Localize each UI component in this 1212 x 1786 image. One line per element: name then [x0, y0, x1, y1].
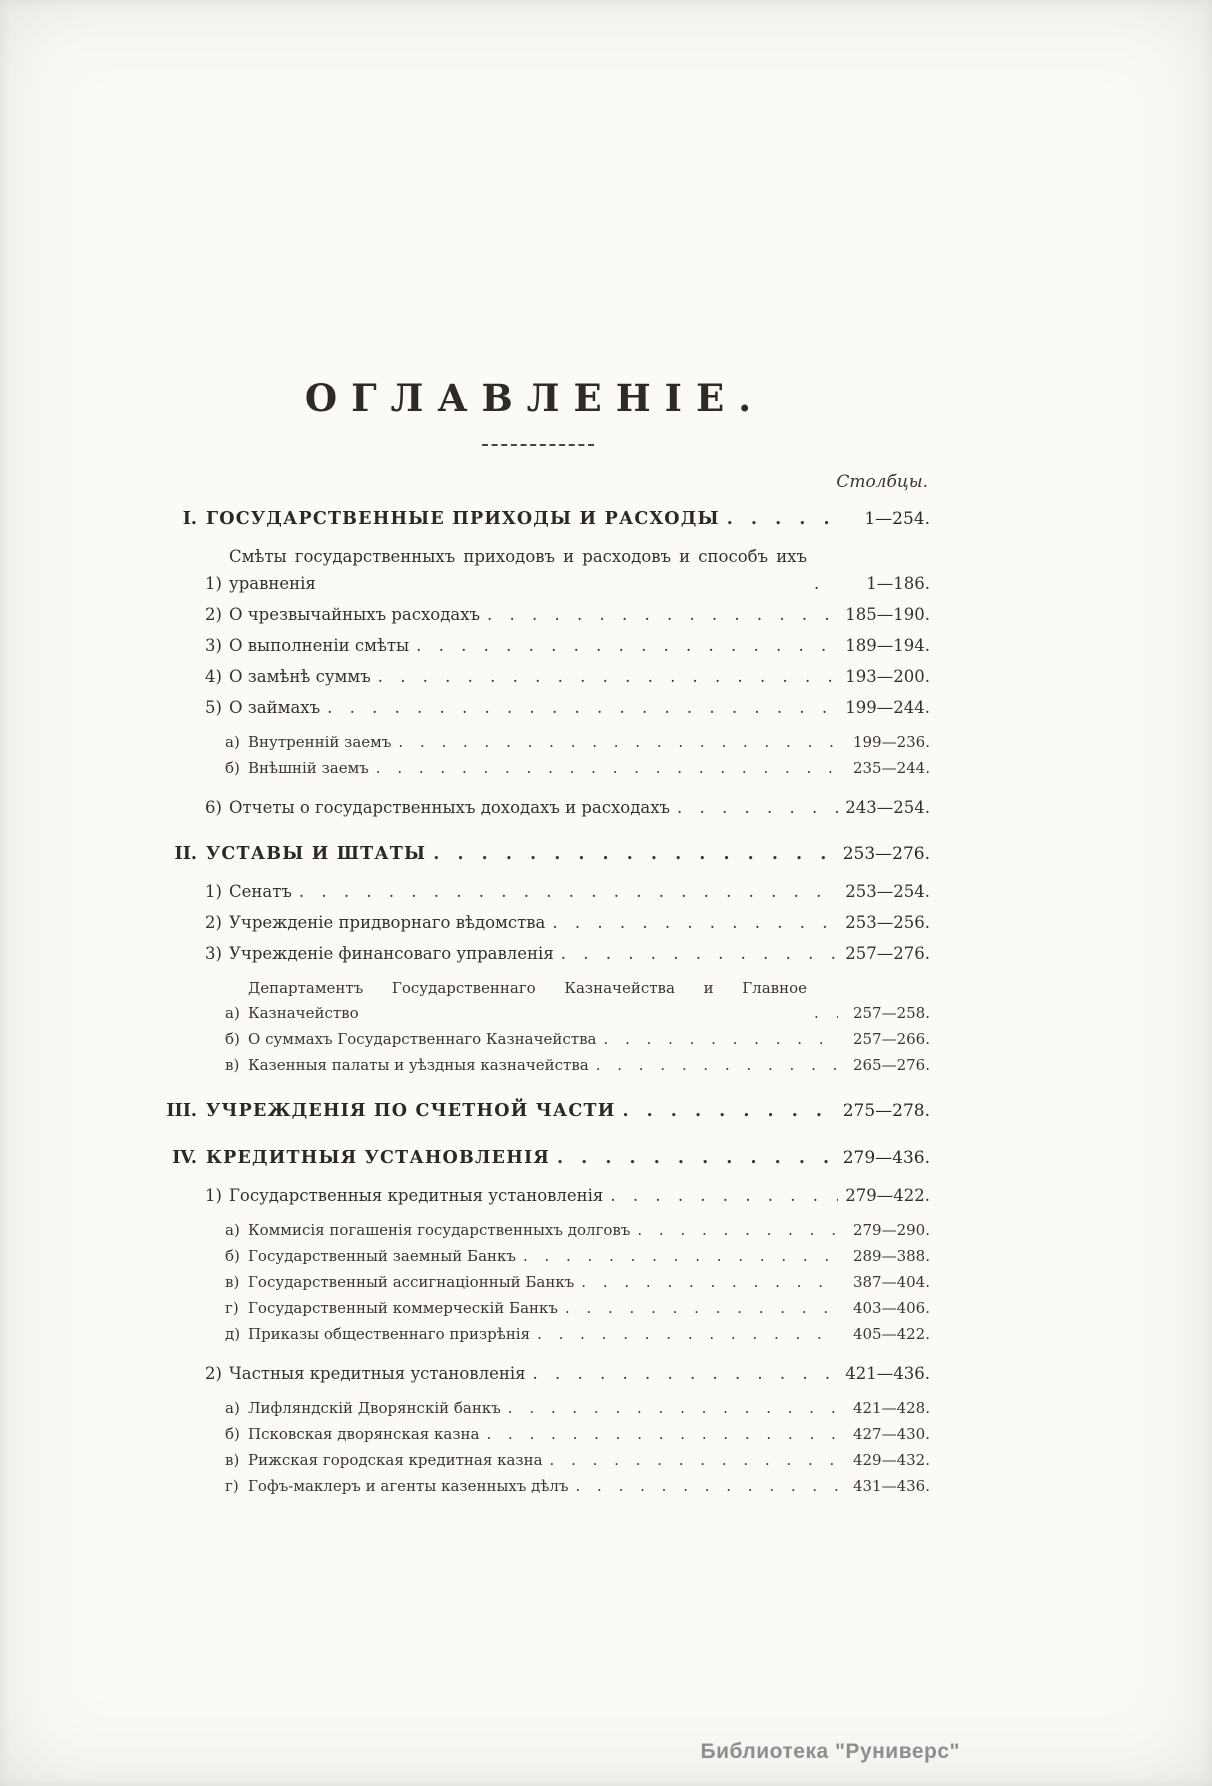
toc-entry-label: Смѣты государственныхъ приходовъ и расходовъ и способъ ихъ уравненія	[229, 547, 807, 593]
toc-row	[225, 1027, 930, 1052]
toc-row	[160, 1098, 930, 1125]
toc-row	[225, 1448, 930, 1473]
toc-entry-label: Гофъ-маклеръ и агенты казенныхъ дѣлъ	[248, 1477, 569, 1495]
toc-entry-label: Сенатъ	[229, 882, 292, 901]
dot-leader	[409, 632, 838, 659]
toc-entry-label: Лифляндскій Дворянскій банкъ	[248, 1399, 501, 1417]
toc-entry-pages: 403—406.	[852, 1299, 930, 1317]
toc-entry-pages: 253—254.	[845, 882, 930, 901]
toc-entry-number: 1)	[205, 1186, 222, 1205]
toc-entry-pages: 253—276.	[842, 844, 930, 864]
toc-entry-pages: 257—266.	[852, 1030, 930, 1048]
toc-row	[225, 1296, 930, 1321]
toc-row	[225, 1053, 930, 1078]
toc-row	[225, 1322, 930, 1347]
dot-leader	[807, 1001, 838, 1026]
dot-leader	[391, 730, 838, 755]
toc-entry-pages: 279—436.	[842, 1148, 930, 1168]
toc-entry-label: О займахъ	[229, 698, 321, 717]
toc-entry-pages: 387—404.	[852, 1273, 930, 1291]
toc-entry-pages: 275—278.	[842, 1101, 930, 1121]
dot-leader	[480, 601, 838, 628]
toc-entry-number: б)	[225, 1247, 240, 1265]
toc-entry-label: Государственный заемный Банкъ	[248, 1247, 516, 1265]
toc-entry-number: 1)	[205, 574, 222, 593]
toc-entry-number: 3)	[205, 944, 222, 963]
toc-entry-pages: 253—256.	[845, 913, 930, 932]
dot-leader	[292, 878, 838, 905]
dot-leader	[574, 1270, 838, 1295]
page-title: ОГЛАВЛЕНІЕ.	[304, 376, 766, 420]
dot-leader	[554, 940, 838, 967]
toc-row	[225, 1218, 930, 1243]
toc-entry-number: б)	[225, 759, 240, 777]
toc-row	[205, 601, 930, 628]
toc-row	[225, 1396, 930, 1421]
toc-row	[160, 841, 930, 868]
toc-entry-number: а)	[225, 1399, 240, 1417]
dot-leader	[369, 756, 838, 781]
toc-entry-pages: 279—422.	[845, 1186, 930, 1205]
dot-leader	[550, 1145, 838, 1172]
toc-entry-label: ГОСУДАРСТВЕННЫЕ ПРИХОДЫ И РАСХОДЫ	[206, 509, 720, 529]
dot-leader	[558, 1296, 838, 1321]
toc-entry-pages: 257—276.	[845, 944, 930, 963]
toc-entry-label: КРЕДИТНЫЯ УСТАНОВЛЕНІЯ	[206, 1148, 550, 1168]
toc-entry-number: 4)	[205, 667, 222, 686]
toc-row	[205, 909, 930, 936]
column-header: Столбцы.	[836, 472, 928, 492]
toc-entry-label: О выполненіи смѣты	[229, 636, 410, 655]
toc-row	[225, 1422, 930, 1447]
dot-leader	[320, 694, 838, 721]
toc-entry-pages: 421—436.	[845, 1364, 930, 1383]
toc-row	[205, 663, 930, 690]
dot-leader	[543, 1448, 838, 1473]
dot-leader	[371, 663, 838, 690]
toc-row	[205, 1360, 930, 1387]
toc-entry-pages: 431—436.	[852, 1477, 930, 1495]
toc-entry-label: Учрежденіе финансоваго управленія	[229, 944, 554, 963]
dot-leader	[615, 1098, 838, 1125]
toc-entry-pages: 429—432.	[852, 1451, 930, 1469]
toc-entry-label: Приказы общественнаго призрѣнія	[248, 1325, 531, 1343]
toc-entry-label: Рижская городская кредитная казна	[248, 1451, 543, 1469]
toc-entry-number: а)	[225, 1004, 240, 1022]
toc-entry-label: Частныя кредитныя установленія	[229, 1364, 526, 1383]
toc-entry-number: 1)	[205, 882, 222, 901]
toc-entry-label: О суммахъ Государственнаго Казначейства	[248, 1030, 597, 1048]
dot-leader	[720, 506, 838, 533]
toc-entry-label: Государственный коммерческій Банкъ	[248, 1299, 558, 1317]
library-watermark: Библиотека "Руниверс"	[700, 1740, 960, 1763]
toc-row	[225, 1244, 930, 1269]
dot-leader	[589, 1053, 838, 1078]
table-of-contents	[160, 506, 930, 1499]
toc-entry-number: б)	[225, 1425, 240, 1443]
toc-row	[225, 1270, 930, 1295]
toc-entry-label: Государственный ассигнаціонный Банкъ	[248, 1273, 575, 1291]
toc-entry-number: в)	[225, 1056, 240, 1074]
toc-row	[205, 632, 930, 659]
dot-leader	[526, 1360, 838, 1387]
toc-entry-label: Внутренній заемъ	[248, 733, 392, 751]
toc-entry-label: УЧРЕЖДЕНІЯ ПО СЧЕТНОЙ ЧАСТИ	[206, 1101, 616, 1121]
toc-entry-number: в)	[225, 1273, 240, 1291]
toc-entry-label: Коммисія погашенія государственныхъ долговъ	[248, 1221, 631, 1239]
toc-row	[205, 694, 930, 721]
toc-row	[205, 794, 930, 821]
dot-leader	[569, 1474, 838, 1499]
toc-row	[205, 940, 930, 967]
toc-entry-number: 2)	[205, 1364, 222, 1383]
toc-entry-pages: 427—430.	[852, 1425, 930, 1443]
toc-row	[160, 1145, 930, 1172]
toc-entry-pages: 199—236.	[852, 733, 930, 751]
toc-entry-number: I.	[182, 509, 197, 529]
toc-entry-pages: 185—190.	[845, 605, 930, 624]
toc-entry-pages: 421—428.	[852, 1399, 930, 1417]
toc-entry-number: IV.	[172, 1148, 197, 1168]
toc-entry-number: II.	[174, 844, 197, 864]
toc-row	[225, 976, 930, 1026]
toc-entry-pages: 289—388.	[852, 1247, 930, 1265]
toc-entry-number: 5)	[205, 698, 222, 717]
toc-entry-label: О замѣнѣ суммъ	[229, 667, 371, 686]
toc-entry-label: УСТАВЫ И ШТАТЫ	[206, 844, 427, 864]
toc-entry-number: III.	[166, 1101, 197, 1121]
toc-entry-pages: 235—244.	[852, 759, 930, 777]
toc-entry-label: Внѣшній заемъ	[248, 759, 369, 777]
title-divider	[482, 444, 594, 446]
dot-leader	[516, 1244, 838, 1269]
toc-entry-pages: 1—186.	[866, 574, 930, 593]
toc-entry-number: а)	[225, 733, 240, 751]
toc-entry-pages: 193—200.	[845, 667, 930, 686]
toc-entry-label: Казенныя палаты и уѣздныя казначейства	[248, 1056, 589, 1074]
dot-leader	[630, 1218, 838, 1243]
dot-leader	[807, 570, 838, 597]
dot-leader	[596, 1027, 838, 1052]
toc-row	[225, 756, 930, 781]
toc-entry-number: д)	[225, 1325, 241, 1343]
toc-row	[225, 1474, 930, 1499]
dot-leader	[603, 1182, 838, 1209]
toc-entry-pages: 243—254.	[845, 798, 930, 817]
dot-leader	[426, 841, 838, 868]
dot-leader	[501, 1396, 838, 1421]
dot-leader	[670, 794, 838, 821]
toc-entry-label: Учрежденіе придворнаго вѣдомства	[229, 913, 546, 932]
toc-entry-label: Государственныя кредитныя установленія	[229, 1186, 604, 1205]
toc-entry-number: 2)	[205, 913, 222, 932]
dot-leader	[479, 1422, 838, 1447]
toc-entry-number: 3)	[205, 636, 222, 655]
toc-entry-number: 2)	[205, 605, 222, 624]
toc-entry-pages: 199—244.	[845, 698, 930, 717]
dot-leader	[530, 1322, 838, 1347]
toc-entry-pages: 405—422.	[852, 1325, 930, 1343]
toc-entry-pages: 1—254.	[864, 509, 930, 529]
toc-entry-number: в)	[225, 1451, 240, 1469]
toc-row	[160, 506, 930, 533]
toc-entry-number: б)	[225, 1030, 240, 1048]
toc-entry-number: 6)	[205, 798, 222, 817]
toc-entry-pages: 257—258.	[852, 1004, 930, 1022]
toc-entry-label: О чрезвычайныхъ расходахъ	[229, 605, 481, 624]
toc-row	[205, 543, 930, 597]
toc-entry-pages: 189—194.	[845, 636, 930, 655]
dot-leader	[545, 909, 838, 936]
toc-entry-label: Отчеты о государственныхъ доходахъ и расходахъ	[229, 798, 670, 817]
toc-entry-label: Департаментъ Государственнаго Казначейства и Главное Казначейство	[248, 979, 807, 1022]
toc-entry-number: г)	[225, 1299, 239, 1317]
toc-row	[225, 730, 930, 755]
toc-entry-number: г)	[225, 1477, 239, 1495]
toc-row	[205, 1182, 930, 1209]
toc-entry-label: Псковская дворянская казна	[248, 1425, 480, 1443]
toc-entry-pages: 279—290.	[852, 1221, 930, 1239]
toc-entry-pages: 265—276.	[852, 1056, 930, 1074]
toc-row	[205, 878, 930, 905]
toc-entry-number: а)	[225, 1221, 240, 1239]
